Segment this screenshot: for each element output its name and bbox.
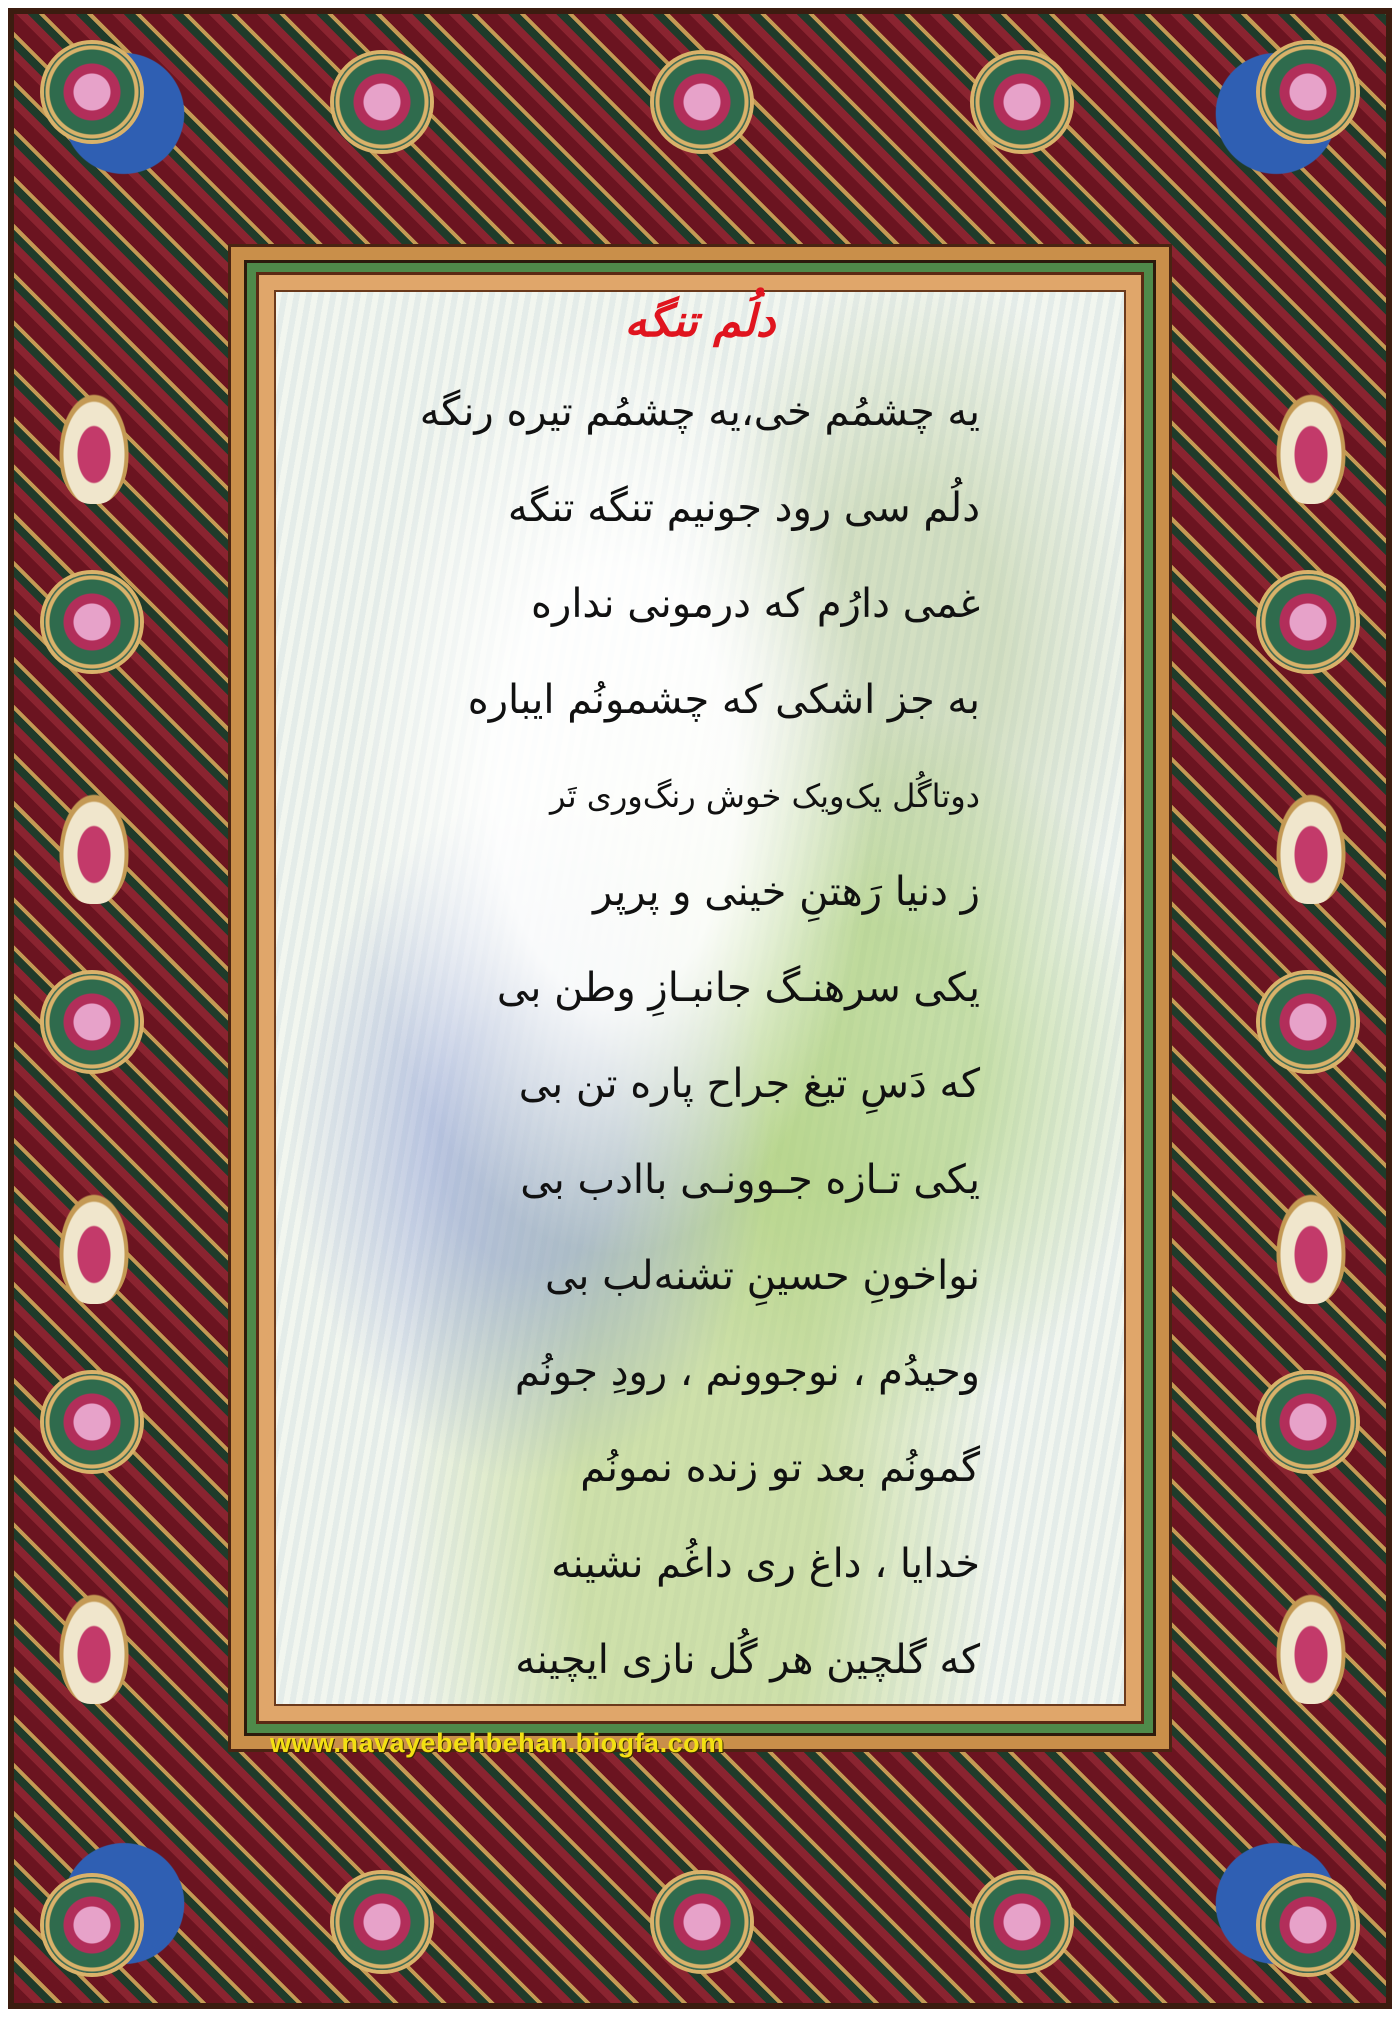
poem-title: دلُم تنگه — [624, 296, 776, 347]
border-medallion-icon — [44, 1374, 140, 1470]
poem-line: که گلچین هر گُل نازی ایچینه — [515, 1637, 980, 1683]
watermark-url: www.navayebehbehan.biogfa.com — [270, 1728, 725, 1758]
poem-line: یکی سرهنـگ جانبـازِ وطن بی — [496, 965, 980, 1011]
poem-line: یه چشمُم خی،یه چشمُم تیره رنگه — [419, 389, 980, 435]
border-medallion-icon — [654, 1874, 750, 1970]
border-fleuron-icon — [59, 1194, 129, 1304]
border-medallion-icon — [654, 54, 750, 150]
border-fleuron-icon — [1276, 1594, 1346, 1704]
border-medallion-icon — [44, 974, 140, 1070]
border-fleuron-icon — [59, 794, 129, 904]
border-medallion-icon — [1260, 44, 1356, 140]
border-medallion-icon — [44, 44, 140, 140]
poem-line: یکی تـازه جـوونـی باادب بی — [520, 1157, 980, 1203]
poem-line: نواخونِ حسینِ تشنه‌لب بی — [544, 1253, 980, 1299]
poem-line: گمونُم بعد تو زنده نمونُم — [580, 1445, 980, 1491]
border-medallion-icon — [1260, 1877, 1356, 1973]
border-medallion-icon — [44, 1877, 140, 1973]
poem-line: غمی دارُم که درمونی نداره — [531, 581, 980, 627]
poem-line: دلُم سی رود جونیم تنگه تنگه — [507, 485, 980, 531]
border-medallion-icon — [974, 54, 1070, 150]
border-fleuron-icon — [1276, 794, 1346, 904]
poem-line: وحیدُم ، نوجوونم ، رودِ جونُم — [514, 1349, 980, 1395]
border-medallion-icon — [44, 574, 140, 670]
border-medallion-icon — [334, 54, 430, 150]
border-fleuron-icon — [59, 1594, 129, 1704]
poem-line: به جز اشکی که چشمونُم ایباره — [467, 677, 980, 723]
border-fleuron-icon — [59, 394, 129, 504]
border-medallion-icon — [1260, 1374, 1356, 1470]
border-medallion-icon — [1260, 974, 1356, 1070]
border-fleuron-icon — [1276, 394, 1346, 504]
poem-lines — [419, 384, 980, 1728]
border-fleuron-icon — [1276, 1194, 1346, 1304]
poem-line: ز دنیا رَهتنِ خینی و پرپر — [593, 869, 980, 915]
border-medallion-icon — [1260, 574, 1356, 670]
poem-line: که دَسِ تیغ جراح پاره تن بی — [518, 1061, 980, 1107]
poem-line: خدایا ، داغ ری داغُم نشینه — [551, 1541, 980, 1587]
border-medallion-icon — [974, 1874, 1070, 1970]
border-medallion-icon — [334, 1874, 430, 1970]
poem-line: دوتاگُل یک‌ویک خوش رنگ‌وری تَر — [550, 777, 980, 815]
